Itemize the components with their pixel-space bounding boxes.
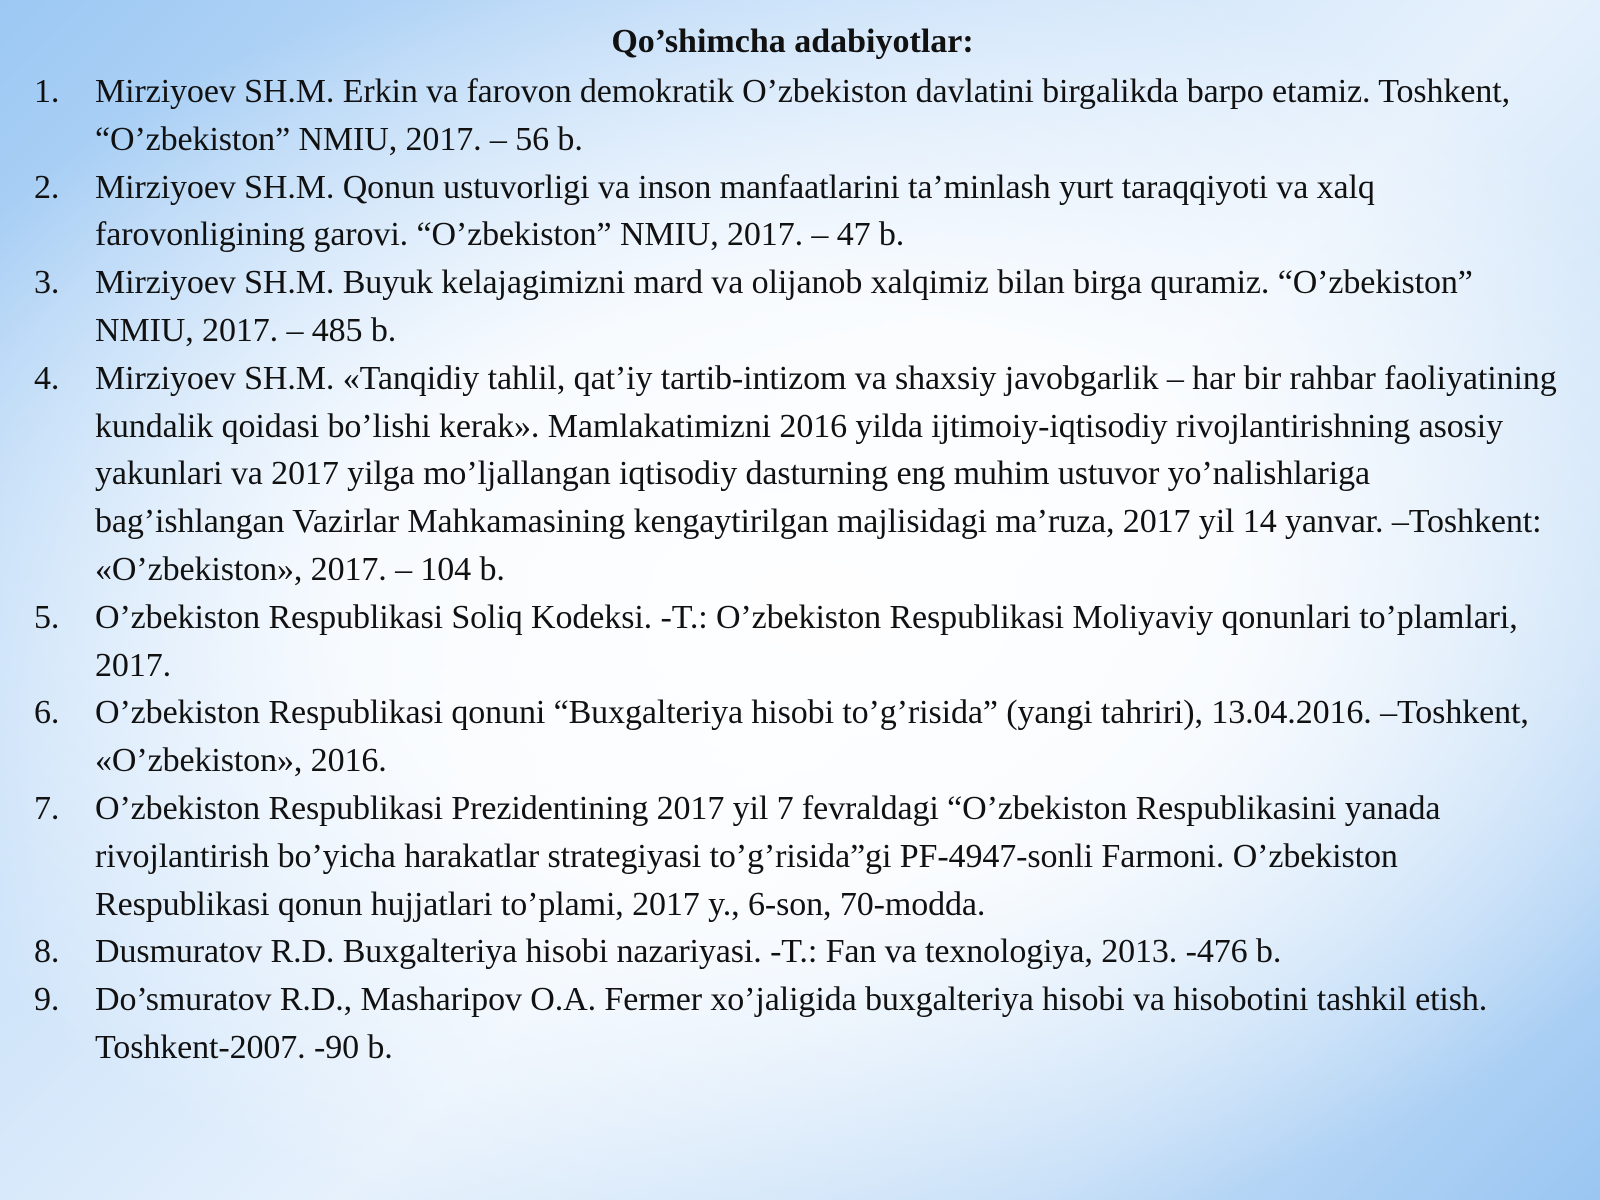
reference-item xyxy=(30,259,1560,355)
slide-title: Qo’shimcha adabiyotlar: xyxy=(611,23,974,60)
reference-item xyxy=(30,689,1560,785)
reference-text: Do’smuratov R.D., Masharipov O.A. Fermer xo’jaligida buxgalteriya hisobi va hisobotini tashkil etish. Toshkent-2007. -90 b. xyxy=(95,981,1488,1066)
reference-item xyxy=(30,594,1560,690)
reference-number: 1. xyxy=(34,73,60,110)
reference-item xyxy=(30,785,1560,928)
reference-number: 5. xyxy=(34,598,60,636)
reference-number: 4. xyxy=(34,359,60,397)
reference-number: 2. xyxy=(34,168,60,206)
reference-item xyxy=(30,355,1560,594)
reference-list xyxy=(30,68,1560,1072)
reference-item xyxy=(30,976,1560,1072)
reference-text: Mirziyoev SH.M. Qonun ustuvorligi va inson manfaatlarini ta’minlash yurt taraqqiyoti va xalq farovonligining garovi. “O’zbekiston” NMIU, 2017. – 47 b. xyxy=(95,168,1375,254)
reference-text: O’zbekiston Respublikasi qonuni “Buxgalteriya hisobi to’g’risida” (yangi tahriri), 13.04.2016. –Toshkent, «O’zbekiston», 2016. xyxy=(95,694,1529,780)
reference-item xyxy=(30,164,1560,260)
reference-text: Mirziyoev SH.M. Erkin va farovon demokratik O’zbekiston davlatini birgalikda barpo etamiz. Toshkent, “O’zbekiston” NMIU, 2017. – 56 b. xyxy=(95,73,1510,158)
reference-text: Mirziyoev SH.M. «Tanqidiy tahlil, qat’iy tartib-intizom va shaxsiy javobgarlik – har bir rahbar faoliyatining kundalik qoidasi bo’lishi kerak». Mamlakatimizni 2016 yilda ijtimoiy-iqtisodiy rivojlantirishning asosiy yakunlari va 2017 yilga mo’ljallangan iqtisodiy dasturning eng muhim ustuvor yo’nalishlariga bag’ishlangan Vazirlar Mahkamasining kengaytirilgan majlisidagi ma’ruza, 2017 yil 14 yanvar. –Toshkent: «O’zbekiston», 2017. – 104 b. xyxy=(95,359,1557,588)
reference-number: 7. xyxy=(34,789,60,827)
reference-text: O’zbekiston Respublikasi Soliq Kodeksi. -T.: O’zbekiston Respublikasi Moliyaviy qonunlari to’plamlari, 2017. xyxy=(95,598,1518,684)
reference-item xyxy=(30,68,1560,164)
reference-text: Dusmuratov R.D. Buxgalteriya hisobi nazariyasi. -T.: Fan va texnologiya, 2013. -476 b. xyxy=(95,933,1282,971)
reference-text: O’zbekiston Respublikasi Prezidentining 2017 yil 7 fevraldagi “O’zbekiston Respublikasini yanada rivojlantirish bo’yicha harakatlar strategiyasi to’g’risida”gi PF-4947-sonli Farmoni. O’zbekiston Respublikasi qonun hujjatlari to’plami, 2017 y., 6-son, 70-modda. xyxy=(95,789,1441,923)
reference-number: 3. xyxy=(34,264,60,302)
reference-number: 6. xyxy=(34,694,60,732)
reference-text: Mirziyoev SH.M. Buyuk kelajagimizni mard va olijanob xalqimiz bilan birga quramiz. “O’zbekiston” NMIU, 2017. – 485 b. xyxy=(95,264,1473,349)
reference-number: 9. xyxy=(34,981,60,1019)
reference-item xyxy=(30,928,1560,976)
reference-number: 8. xyxy=(34,933,60,971)
